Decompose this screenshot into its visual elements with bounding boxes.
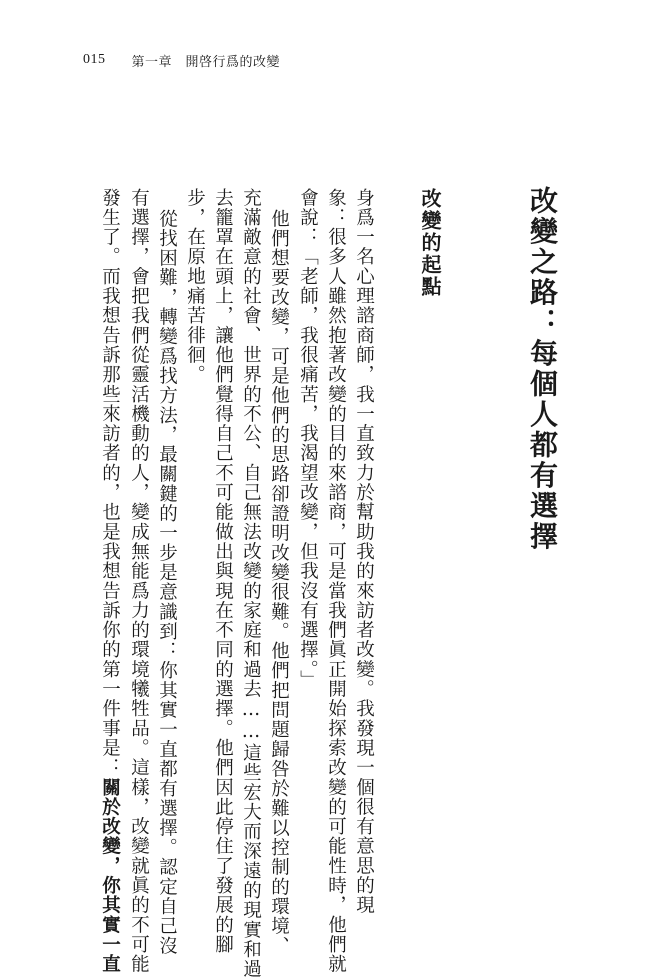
section-subtitle: 改變的起點 bbox=[418, 188, 442, 298]
body-column-10 bbox=[100, 188, 119, 974]
body-column-5: 充滿敵意的社會、世界的不公、自己無法改變的家庭和過去……這些宏大而深遠的現實和過 bbox=[240, 188, 262, 979]
body-column-6: 去籠罩在頭上，讓他們覺得自己不可能做出與現在不同的選擇。他們因此停住了發展的腳 bbox=[212, 188, 234, 955]
running-header bbox=[83, 50, 280, 70]
body-column-2: 象：很多人雖然抱著改變的目的來諮商，可是當我們眞正開始探索改變的可能性時，他們就 bbox=[325, 188, 347, 974]
body-column-7: 步，在原地痛苦徘徊。 bbox=[184, 188, 206, 385]
section-title: 改變之路：每個人都有選擇 bbox=[526, 186, 559, 552]
emphasis-text: 關於改變，你其實一直 bbox=[99, 777, 121, 974]
body-column-3: 會說：「老師，我很痛苦，我渴望改變，但我沒有選擇。」 bbox=[297, 188, 319, 690]
body-column-1: 身爲一名心理諮商師，我一直致力於幫助我的來訪者改變。我發現一個很有意思的現 bbox=[353, 188, 375, 916]
body-column-4: 他們想要改變，可是他們的思路卻證明改變很難。他們把問題歸咎於難以控制的環境、 bbox=[268, 209, 290, 956]
chapter-title: 第一章 開啓行爲的改變 bbox=[131, 54, 281, 70]
body-column-8: 從找困難，轉變爲找方法，最關鍵的一步是意識到：你其實一直都有選擇。認定自己沒 bbox=[156, 209, 178, 956]
body-column-10-text: 發生了。而我想告訴那些來訪者的，也是我想告訴你的第一件事是： bbox=[99, 188, 121, 778]
body-column-9: 有選擇，會把我們從靈活機動的人，變成無能爲力的環境犧牲品。這樣，改變就眞的不可能 bbox=[128, 188, 150, 974]
page-number: 015 bbox=[83, 52, 106, 67]
